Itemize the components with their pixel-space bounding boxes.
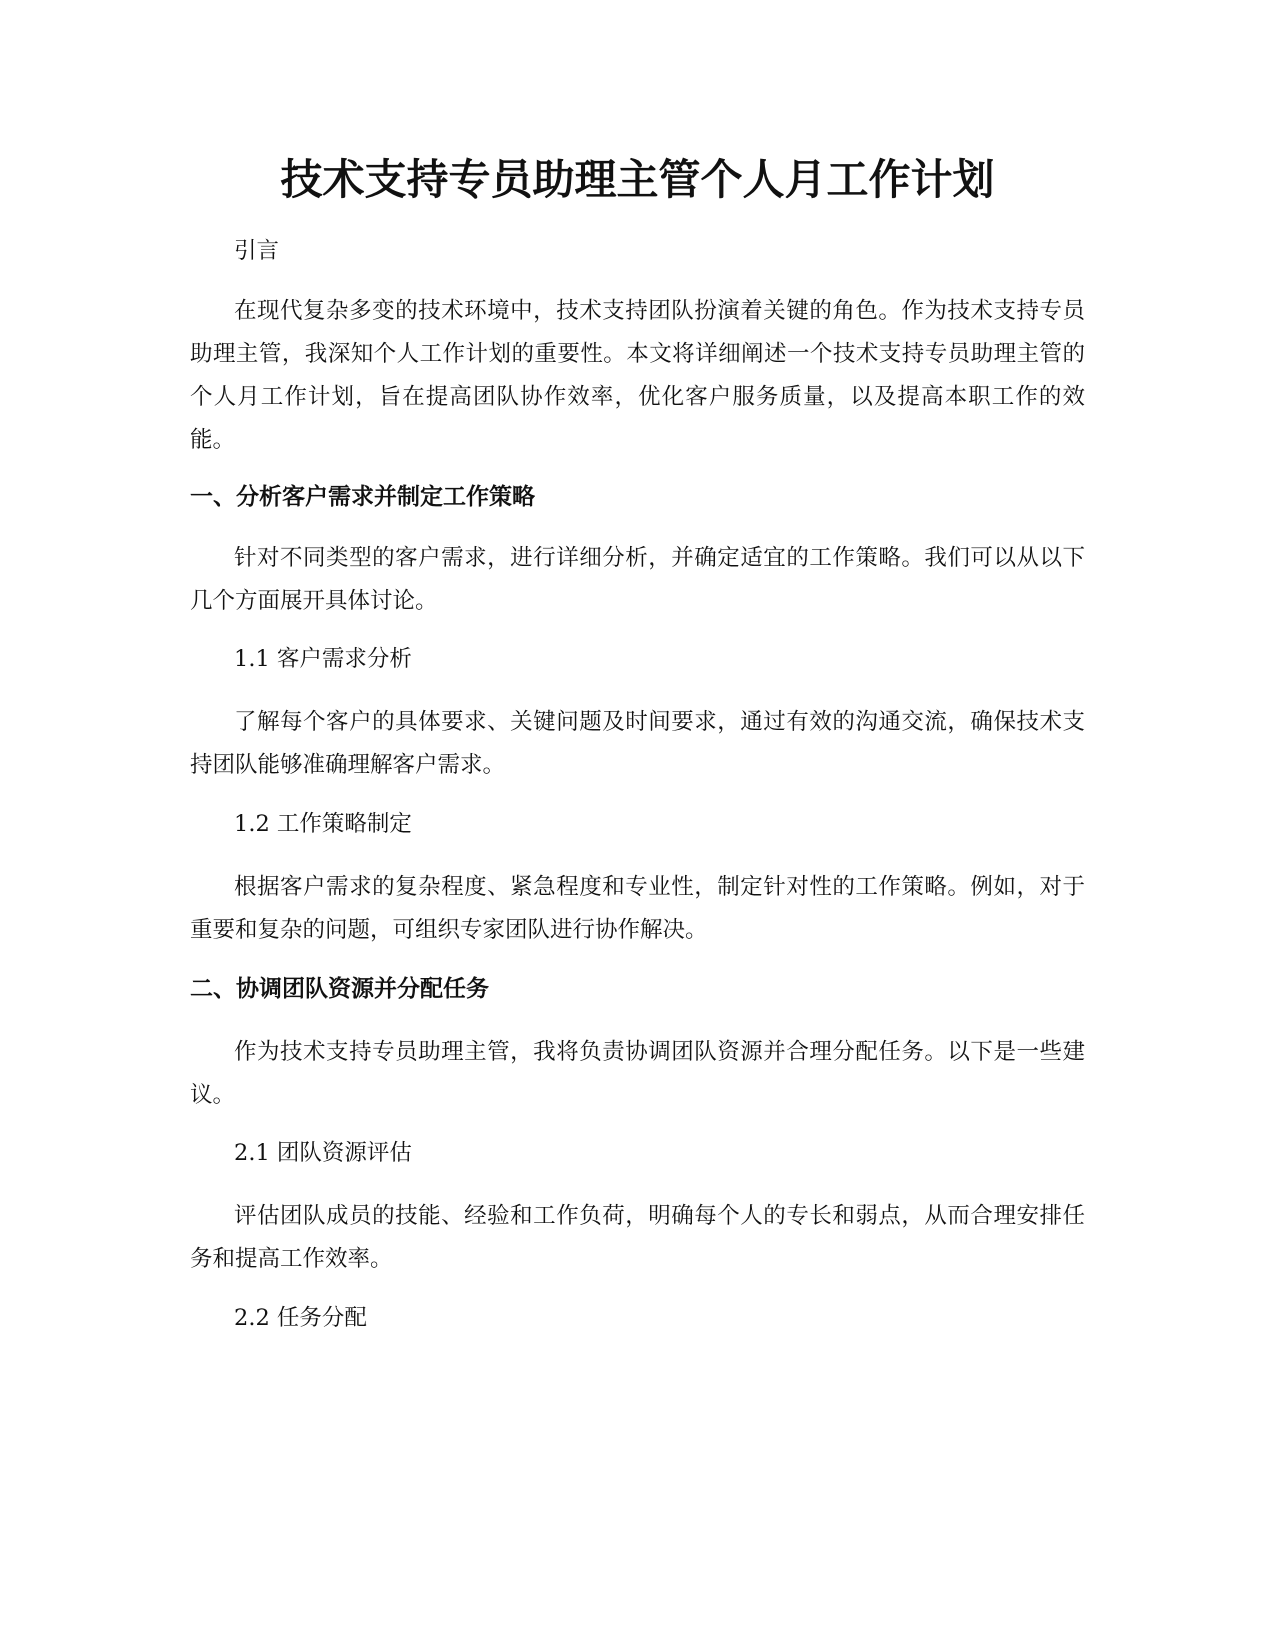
section2-sub2-title: 2.2 任务分配 xyxy=(234,1305,367,1331)
section1-heading: 一、分析客户需求并制定工作策略 xyxy=(190,484,535,510)
section1-sub1-title: 1.1 客户需求分析 xyxy=(234,646,412,672)
section1-paragraph: 针对不同类型的客户需求，进行详细分析，并确定适宜的工作策略。我们可以从以下几个方面展开具体讨论。 xyxy=(190,545,1085,614)
intro-paragraph: 在现代复杂多变的技术环境中，技术支持团队扮演着关键的角色。作为技术支持专员助理主管，我深知个人工作计划的重要性。本文将详细阐述一个技术支持专员助理主管的个人月工作计划，旨在提高团队协作效率，优化客户服务质量，以及提高本职工作的效能。 xyxy=(190,298,1085,453)
section2-heading: 二、协调团队资源并分配任务 xyxy=(190,976,489,1002)
intro-label: 引言 xyxy=(234,238,280,264)
section1-sub2-paragraph: 根据客户需求的复杂程度、紧急程度和专业性，制定针对性的工作策略。例如，对于重要和复杂的问题，可组织专家团队进行协作解决。 xyxy=(190,874,1085,943)
section2-paragraph: 作为技术支持专员助理主管，我将负责协调团队资源并合理分配任务。以下是一些建议。 xyxy=(190,1039,1085,1108)
section2-sub1-title: 2.1 团队资源评估 xyxy=(234,1140,412,1166)
section1-sub1-paragraph: 了解每个客户的具体要求、关键问题及时间要求，通过有效的沟通交流，确保技术支持团队能够准确理解客户需求。 xyxy=(190,709,1085,778)
section1-sub2-title: 1.2 工作策略制定 xyxy=(234,811,412,837)
section2-sub1-paragraph: 评估团队成员的技能、经验和工作负荷，明确每个人的专长和弱点，从而合理安排任务和提高工作效率。 xyxy=(190,1203,1085,1272)
document-title: 技术支持专员助理主管个人月工作计划 xyxy=(280,155,995,204)
